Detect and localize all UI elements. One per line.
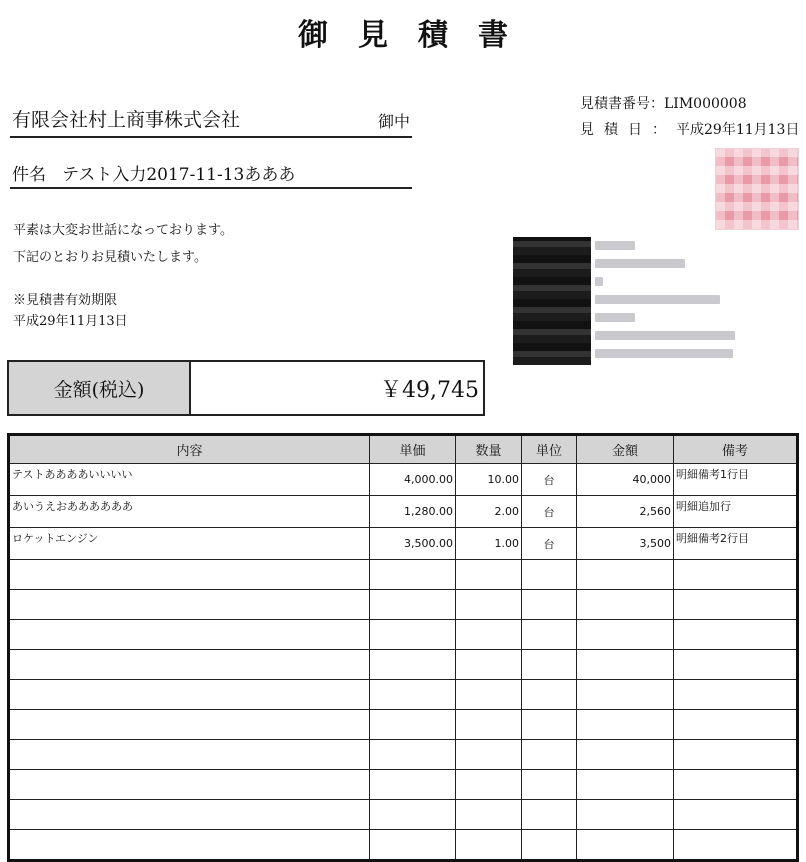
cell-unit: 台 (522, 496, 577, 528)
table-header-row (9, 435, 798, 464)
empty-table-row (9, 650, 798, 680)
empty-cell (522, 680, 577, 710)
cell-amount: 3,500 (577, 528, 674, 560)
estimate-number: LIM000008 (664, 96, 747, 112)
empty-cell (456, 650, 522, 680)
empty-cell (370, 830, 456, 861)
header-unit: 単位 (522, 435, 577, 464)
empty-cell (577, 830, 674, 861)
empty-cell (577, 620, 674, 650)
empty-cell (456, 830, 522, 861)
cell-unit-price: 3,500.00 (370, 528, 456, 560)
cell-quantity: 1.00 (456, 528, 522, 560)
header-amount: 金額 (577, 435, 674, 464)
empty-cell (577, 770, 674, 800)
cell-content: ロケットエンジン (9, 528, 370, 560)
empty-cell (577, 650, 674, 680)
empty-cell (522, 830, 577, 861)
empty-cell (9, 560, 370, 590)
document-title: 御見積書 (298, 18, 538, 53)
cell-unit-price: 1,280.00 (370, 496, 456, 528)
empty-table-row (9, 560, 798, 590)
table-row (9, 464, 798, 496)
empty-cell (577, 560, 674, 590)
empty-cell (522, 620, 577, 650)
estimate-date-label: 見積日： (580, 122, 676, 138)
empty-cell (9, 680, 370, 710)
empty-cell (370, 560, 456, 590)
empty-cell (674, 800, 798, 830)
empty-cell (674, 560, 798, 590)
redacted-line (595, 277, 603, 286)
subject-value: テスト入力2017-11-13あああ (62, 165, 296, 185)
empty-cell (9, 650, 370, 680)
empty-cell (577, 590, 674, 620)
estimate-date: 平成29年11月13日 (676, 122, 800, 138)
header-note: 備考 (674, 435, 798, 464)
empty-table-row (9, 800, 798, 830)
subject-row (10, 156, 412, 189)
empty-cell (674, 830, 798, 861)
header-content: 内容 (9, 435, 370, 464)
empty-table-row (9, 590, 798, 620)
empty-cell (370, 680, 456, 710)
empty-cell (577, 710, 674, 740)
empty-table-row (9, 740, 798, 770)
empty-cell (577, 680, 674, 710)
empty-cell (370, 710, 456, 740)
redacted-line (595, 259, 685, 268)
empty-cell (9, 800, 370, 830)
empty-cell (456, 770, 522, 800)
greeting-line-2: 下記のとおりお見積いたします。 (13, 250, 207, 265)
empty-cell (577, 800, 674, 830)
empty-cell (674, 740, 798, 770)
empty-cell (370, 770, 456, 800)
empty-cell (370, 800, 456, 830)
empty-cell (522, 710, 577, 740)
empty-cell (522, 590, 577, 620)
total-amount-label: 金額(税込) (9, 362, 191, 414)
company-info-pixelated (513, 237, 735, 365)
redacted-line (595, 241, 635, 250)
empty-cell (370, 740, 456, 770)
estimate-number-label: 見積書番号： (580, 96, 664, 112)
empty-cell (522, 740, 577, 770)
estimate-number-row (580, 93, 747, 113)
cell-content: あいうえおああああああ (9, 496, 370, 528)
cell-quantity: 10.00 (456, 464, 522, 496)
empty-cell (522, 650, 577, 680)
empty-cell (370, 650, 456, 680)
empty-cell (9, 620, 370, 650)
empty-cell (674, 770, 798, 800)
subject-label: 件名 (12, 165, 46, 185)
empty-cell (9, 590, 370, 620)
cell-quantity: 2.00 (456, 496, 522, 528)
empty-cell (577, 740, 674, 770)
empty-cell (9, 770, 370, 800)
empty-cell (9, 830, 370, 861)
redacted-line (595, 331, 735, 340)
empty-cell (674, 590, 798, 620)
empty-cell (674, 710, 798, 740)
empty-cell (456, 590, 522, 620)
cell-content: テストああああいいいい (9, 464, 370, 496)
table-row (9, 496, 798, 528)
estimate-date-row (580, 119, 799, 139)
cell-unit: 台 (522, 464, 577, 496)
total-amount-box (7, 360, 485, 416)
client-name: 有限会社村上商事株式会社 (12, 109, 241, 131)
empty-cell (9, 710, 370, 740)
empty-cell (522, 770, 577, 800)
empty-cell (370, 590, 456, 620)
empty-cell (674, 680, 798, 710)
total-amount-value: ￥49,745 (380, 377, 479, 403)
validity-date: 平成29年11月13日 (13, 314, 128, 329)
cell-amount: 2,560 (577, 496, 674, 528)
empty-cell (456, 710, 522, 740)
empty-table-row (9, 770, 798, 800)
empty-table-row (9, 710, 798, 740)
client-honorific: 御中 (377, 112, 410, 131)
empty-cell (522, 560, 577, 590)
header-quantity: 数量 (456, 435, 522, 464)
empty-cell (370, 620, 456, 650)
empty-table-row (9, 680, 798, 710)
cell-note: 明細備考2行目 (674, 528, 798, 560)
cell-amount: 40,000 (577, 464, 674, 496)
cell-unit: 台 (522, 528, 577, 560)
table-row (9, 528, 798, 560)
empty-cell (9, 740, 370, 770)
client-row (10, 103, 412, 138)
empty-cell (674, 650, 798, 680)
empty-table-row (9, 620, 798, 650)
company-seal-pixelated (715, 148, 799, 230)
cell-note: 明細追加行 (674, 496, 798, 528)
redacted-line (595, 295, 720, 304)
cell-note: 明細備考1行目 (674, 464, 798, 496)
empty-cell (674, 620, 798, 650)
redacted-line (595, 313, 635, 322)
empty-cell (456, 740, 522, 770)
company-info-redacted-block (513, 237, 591, 365)
cell-unit-price: 4,000.00 (370, 464, 456, 496)
empty-cell (456, 560, 522, 590)
empty-cell (456, 620, 522, 650)
empty-cell (456, 680, 522, 710)
empty-cell (456, 800, 522, 830)
empty-table-row (9, 830, 798, 861)
header-unit-price: 単価 (370, 435, 456, 464)
redacted-line (595, 349, 733, 358)
validity-label: ※見積書有効期限 (13, 293, 118, 308)
empty-cell (522, 800, 577, 830)
greeting-line-1: 平素は大変お世話になっております。 (13, 223, 233, 238)
line-items-table (7, 433, 799, 862)
